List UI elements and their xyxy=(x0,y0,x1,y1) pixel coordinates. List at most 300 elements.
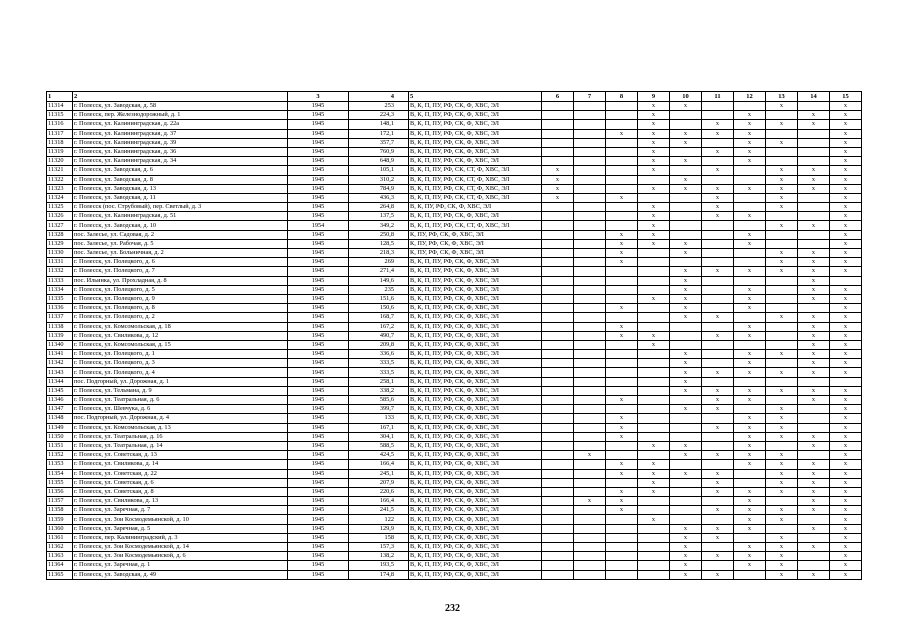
table-cell: г. Полесск, ул. Свиликова, д. 12 xyxy=(73,331,288,340)
table-cell xyxy=(702,175,734,184)
table-cell xyxy=(542,359,574,368)
table-cell: х xyxy=(830,175,862,184)
table-cell: х xyxy=(734,230,766,239)
table-cell: х xyxy=(830,166,862,175)
table-cell: х xyxy=(798,432,830,441)
table-cell xyxy=(670,414,702,423)
table-cell: х xyxy=(766,552,798,561)
table-cell xyxy=(734,166,766,175)
table-cell: 336,6 xyxy=(349,350,409,359)
table-cell: х xyxy=(670,138,702,147)
table-cell xyxy=(574,203,606,212)
table-cell xyxy=(542,102,574,111)
table-cell: 11354 xyxy=(47,469,73,478)
table-cell: пос. Залесье, ул. Садовая, д. 2 xyxy=(73,230,288,239)
table-cell: х xyxy=(734,515,766,524)
table-row xyxy=(47,294,862,303)
table-cell: х xyxy=(638,441,670,450)
table-cell: 11358 xyxy=(47,506,73,515)
table-cell: х xyxy=(638,138,670,147)
table-cell: В, К, П, ПУ, РФ, СК, Ф, ХВС, ЭЛ xyxy=(409,460,542,469)
table-cell xyxy=(574,533,606,542)
table-cell xyxy=(734,469,766,478)
table-cell: г. Полесск, ул. Калининградская, д. 22а xyxy=(73,120,288,129)
table-cell: 209,8 xyxy=(349,340,409,349)
table-row xyxy=(47,432,862,441)
table-cell xyxy=(702,377,734,386)
table-cell: х xyxy=(798,368,830,377)
table-cell: х xyxy=(798,524,830,533)
table-cell: х xyxy=(830,340,862,349)
table-cell: х xyxy=(766,533,798,542)
table-cell xyxy=(702,340,734,349)
table-cell xyxy=(606,570,638,579)
table-cell: х xyxy=(830,386,862,395)
table-cell: х xyxy=(734,451,766,460)
table-cell xyxy=(542,285,574,294)
column-header: 8 xyxy=(606,92,638,102)
table-cell xyxy=(830,276,862,285)
table-cell: 11323 xyxy=(47,184,73,193)
table-cell: 11326 xyxy=(47,212,73,221)
table-cell: х xyxy=(830,423,862,432)
table-cell xyxy=(574,386,606,395)
table-cell: х xyxy=(734,487,766,496)
table-cell: г. Полесск, ул. Театральная, д. 14 xyxy=(73,441,288,450)
table-cell: 11342 xyxy=(47,359,73,368)
table-cell: г. Полесск, ул. Советская, д. 8 xyxy=(73,487,288,496)
table-cell xyxy=(702,432,734,441)
table-cell: х xyxy=(670,304,702,313)
table-cell: х xyxy=(734,396,766,405)
column-header: 4 xyxy=(349,92,409,102)
table-row xyxy=(47,203,862,212)
table-cell: В, К, П, ПУ, РФ, СК, Ф, ХВС, ЭЛ xyxy=(409,423,542,432)
table-cell: х xyxy=(830,414,862,423)
table-cell xyxy=(702,359,734,368)
table-row xyxy=(47,322,862,331)
table-cell: х xyxy=(606,304,638,313)
table-cell: х xyxy=(830,221,862,230)
table-cell: 11327 xyxy=(47,221,73,230)
table-cell xyxy=(734,478,766,487)
table-cell xyxy=(542,111,574,120)
table-cell xyxy=(670,497,702,506)
table-cell: г. Полесск, ул. Заречная, д. 1 xyxy=(73,561,288,570)
table-cell xyxy=(702,239,734,248)
table-cell: В, К, П, ПУ, РФ, СК, Ф, ХВС, ЭЛ xyxy=(409,451,542,460)
table-cell xyxy=(766,129,798,138)
table-cell: х xyxy=(830,230,862,239)
table-cell: х xyxy=(798,111,830,120)
table-cell xyxy=(542,147,574,156)
table-cell: 333,5 xyxy=(349,359,409,368)
table-cell: х xyxy=(702,451,734,460)
table-cell xyxy=(542,561,574,570)
table-cell xyxy=(606,157,638,166)
table-cell: х xyxy=(702,469,734,478)
table-cell xyxy=(606,138,638,147)
table-cell: х xyxy=(830,506,862,515)
table-cell: 168,7 xyxy=(349,313,409,322)
table-cell xyxy=(702,258,734,267)
table-cell: х xyxy=(606,414,638,423)
table-cell: 1945 xyxy=(288,423,349,432)
table-cell xyxy=(702,221,734,230)
table-cell xyxy=(798,377,830,386)
table-cell: 11340 xyxy=(47,340,73,349)
table-cell xyxy=(766,497,798,506)
table-cell xyxy=(670,423,702,432)
table-cell: 172,1 xyxy=(349,129,409,138)
table-cell: В, К, П, ПУ, РФ, СК, Ф, ХВС, ЭЛ xyxy=(409,129,542,138)
table-cell xyxy=(574,368,606,377)
table-cell: х xyxy=(606,432,638,441)
table-cell xyxy=(606,405,638,414)
table-cell: х xyxy=(798,175,830,184)
table-cell: В, К, П, ПУ, РФ, СК, СТ, Ф, ХВС, ЭЛ xyxy=(409,193,542,202)
table-cell: 648,9 xyxy=(349,157,409,166)
table-cell xyxy=(542,129,574,138)
table-cell: х xyxy=(798,294,830,303)
table-cell: х xyxy=(798,267,830,276)
table-cell xyxy=(542,249,574,258)
table-cell: х xyxy=(766,423,798,432)
table-cell xyxy=(574,313,606,322)
table-cell: х xyxy=(606,469,638,478)
table-cell: 11343 xyxy=(47,368,73,377)
table-cell: В, К, П, ПУ, РФ, СК, Ф, ХВС, ЭЛ xyxy=(409,469,542,478)
table-cell: х xyxy=(702,478,734,487)
table-cell: х xyxy=(638,157,670,166)
table-cell xyxy=(798,552,830,561)
table-cell xyxy=(670,203,702,212)
table-cell xyxy=(542,386,574,395)
table-cell: х xyxy=(670,276,702,285)
table-cell xyxy=(766,524,798,533)
table-cell: В, К, П, ПУ, РФ, СК, Ф, ХВС, ЭЛ xyxy=(409,405,542,414)
table-cell: х xyxy=(702,368,734,377)
table-cell: 11338 xyxy=(47,322,73,331)
table-cell: В, К, П, ПУ, РФ, СК, Ф, ХВС, ЭЛ xyxy=(409,368,542,377)
table-cell: х xyxy=(702,533,734,542)
table-row xyxy=(47,276,862,285)
table-row xyxy=(47,460,862,469)
table-cell: х xyxy=(638,129,670,138)
table-cell: 1945 xyxy=(288,203,349,212)
table-cell: 207,9 xyxy=(349,478,409,487)
table-cell: х xyxy=(702,120,734,129)
table-cell xyxy=(702,441,734,450)
table-cell xyxy=(734,570,766,579)
table-cell: г. Полесск, ул. Заводская, д. 8 xyxy=(73,175,288,184)
table-cell: 137,5 xyxy=(349,212,409,221)
table-cell xyxy=(542,267,574,276)
table-cell xyxy=(798,230,830,239)
table-row xyxy=(47,515,862,524)
table-cell: 11325 xyxy=(47,203,73,212)
table-cell: х xyxy=(766,543,798,552)
table-cell xyxy=(606,221,638,230)
table-cell xyxy=(638,552,670,561)
table-cell: х xyxy=(606,239,638,248)
table-cell: пос. Подгорный, ул. Дорожная, д. 1 xyxy=(73,377,288,386)
table-cell xyxy=(574,423,606,432)
column-header: 11 xyxy=(702,92,734,102)
table-row xyxy=(47,120,862,129)
table-cell xyxy=(574,570,606,579)
table-cell: 11356 xyxy=(47,487,73,496)
table-cell: В, К, П, ПУ, РФ, СК, Ф, ХВС, ЭЛ xyxy=(409,147,542,156)
table-cell: х xyxy=(638,166,670,175)
table-cell: х xyxy=(734,212,766,221)
table-cell: х xyxy=(638,515,670,524)
table-cell: В, К, П, ПУ, РФ, СК, Ф, ХВС, ЭЛ xyxy=(409,386,542,395)
table-cell xyxy=(542,120,574,129)
table-cell: х xyxy=(830,129,862,138)
table-cell: г. Полесск, ул. Полецкого, д. 4 xyxy=(73,368,288,377)
register-sheet xyxy=(46,91,862,580)
table-cell: 1945 xyxy=(288,212,349,221)
table-cell: х xyxy=(638,294,670,303)
table-row xyxy=(47,258,862,267)
table-cell xyxy=(766,359,798,368)
table-cell: 1945 xyxy=(288,441,349,450)
table-row xyxy=(47,129,862,138)
table-cell: В, К, П, ПУ, РФ, СК, Ф, ХВС, ЭЛ xyxy=(409,157,542,166)
table-cell xyxy=(702,294,734,303)
table-cell xyxy=(766,111,798,120)
table-cell: 193,5 xyxy=(349,561,409,570)
table-cell xyxy=(734,249,766,258)
table-cell xyxy=(542,304,574,313)
table-cell: 128,5 xyxy=(349,239,409,248)
table-cell xyxy=(798,405,830,414)
table-body xyxy=(47,92,862,580)
table-cell: 1945 xyxy=(288,414,349,423)
table-cell xyxy=(542,377,574,386)
table-cell: х xyxy=(830,322,862,331)
table-cell xyxy=(766,239,798,248)
table-cell xyxy=(702,322,734,331)
table-cell: х xyxy=(798,506,830,515)
table-cell: х xyxy=(798,478,830,487)
table-cell: х xyxy=(830,359,862,368)
table-cell: 1945 xyxy=(288,386,349,395)
table-cell: пос. Залесье, ул. Рабочая, д. 5 xyxy=(73,239,288,248)
table-cell: х xyxy=(798,258,830,267)
table-cell: г. Полесск, ул. Заречная, д. 7 xyxy=(73,506,288,515)
table-cell: х xyxy=(670,359,702,368)
table-cell: х xyxy=(766,193,798,202)
table-cell xyxy=(574,552,606,561)
table-cell: В, К, П, ПУ, РФ, СК, СТ, Ф, ХВС, ЭЛ xyxy=(409,166,542,175)
table-cell xyxy=(798,157,830,166)
table-cell: х xyxy=(638,487,670,496)
table-cell: х xyxy=(606,487,638,496)
table-cell xyxy=(606,111,638,120)
table-cell: В, К, П, ПУ, РФ, СК, Ф, ХВС, ЭЛ xyxy=(409,506,542,515)
table-cell: х xyxy=(798,441,830,450)
table-cell xyxy=(798,129,830,138)
table-cell: х xyxy=(638,120,670,129)
table-cell: 11319 xyxy=(47,147,73,156)
table-cell: 11364 xyxy=(47,561,73,570)
table-row xyxy=(47,267,862,276)
table-cell xyxy=(542,487,574,496)
table-cell: 1945 xyxy=(288,359,349,368)
table-cell: х xyxy=(830,147,862,156)
table-cell: 271,4 xyxy=(349,267,409,276)
table-cell: В, К, П, ПУ, РФ, СК, Ф, ХВС, ЭЛ xyxy=(409,322,542,331)
table-cell xyxy=(766,230,798,239)
table-cell xyxy=(606,276,638,285)
table-row xyxy=(47,340,862,349)
table-cell: х xyxy=(798,359,830,368)
table-cell: х xyxy=(766,405,798,414)
column-header: 3 xyxy=(288,92,349,102)
table-cell xyxy=(798,138,830,147)
table-cell: 1945 xyxy=(288,184,349,193)
table-cell: х xyxy=(702,212,734,221)
table-cell: х xyxy=(702,405,734,414)
table-row xyxy=(47,368,862,377)
table-row xyxy=(47,552,862,561)
table-cell xyxy=(670,258,702,267)
table-cell: х xyxy=(670,239,702,248)
table-cell: 1945 xyxy=(288,487,349,496)
table-cell: 1945 xyxy=(288,405,349,414)
table-cell: х xyxy=(702,147,734,156)
table-cell: х xyxy=(638,340,670,349)
table-cell xyxy=(574,478,606,487)
table-cell: х xyxy=(734,414,766,423)
table-cell xyxy=(542,515,574,524)
column-header: 7 xyxy=(574,92,606,102)
table-cell: 1945 xyxy=(288,331,349,340)
table-cell: 11321 xyxy=(47,166,73,175)
table-cell: х xyxy=(638,184,670,193)
table-cell xyxy=(606,313,638,322)
table-cell: 585,6 xyxy=(349,396,409,405)
table-cell: х xyxy=(734,497,766,506)
table-cell xyxy=(798,147,830,156)
table-cell xyxy=(638,423,670,432)
table-cell: В, К, П, ПУ, РФ, СК, Ф, ХВС, ЭЛ xyxy=(409,524,542,533)
table-cell: г. Полесск, ул. Калининградская, д. 51 xyxy=(73,212,288,221)
table-cell: х xyxy=(830,561,862,570)
table-cell: х xyxy=(702,184,734,193)
table-cell xyxy=(542,350,574,359)
table-cell: г. Полесск, ул. Полецкого, д. 8 xyxy=(73,304,288,313)
table-cell: 11351 xyxy=(47,441,73,450)
table-cell: В, К, П, ПУ, РФ, СК, Ф, ХВС, ЭЛ xyxy=(409,414,542,423)
table-cell xyxy=(542,157,574,166)
table-cell xyxy=(542,414,574,423)
table-cell: 11361 xyxy=(47,533,73,542)
table-row xyxy=(47,405,862,414)
table-cell: х xyxy=(734,460,766,469)
table-cell: В, К, П, ПУ, РФ, СК, Ф, ХВС, ЭЛ xyxy=(409,138,542,147)
table-cell: 269 xyxy=(349,258,409,267)
column-header: 5 xyxy=(409,92,542,102)
table-cell: 253 xyxy=(349,102,409,111)
table-cell xyxy=(638,570,670,579)
table-cell: х xyxy=(702,166,734,175)
table-cell: 11347 xyxy=(47,405,73,414)
table-cell xyxy=(574,524,606,533)
table-cell: х xyxy=(766,386,798,395)
table-cell xyxy=(702,230,734,239)
table-cell: г. Полесск, ул. Полецкого, д. 6 xyxy=(73,258,288,267)
table-cell: х xyxy=(830,396,862,405)
table-cell: х xyxy=(766,120,798,129)
table-cell xyxy=(574,350,606,359)
table-cell: х xyxy=(702,129,734,138)
table-cell xyxy=(734,203,766,212)
table-cell: 11332 xyxy=(47,267,73,276)
table-cell: х xyxy=(798,276,830,285)
table-cell xyxy=(574,396,606,405)
table-cell xyxy=(766,322,798,331)
table-cell: г. Полесск, ул. Зои Космодемьянской, д. 14 xyxy=(73,543,288,552)
table-cell xyxy=(798,414,830,423)
table-cell xyxy=(766,285,798,294)
table-cell: 11315 xyxy=(47,111,73,120)
table-cell: х xyxy=(702,524,734,533)
table-cell: В, К, П, ПУ, РФ, СК, Ф, ХВС, ЭЛ xyxy=(409,543,542,552)
table-cell xyxy=(798,561,830,570)
table-row xyxy=(47,386,862,395)
table-cell: х xyxy=(766,561,798,570)
table-cell: х xyxy=(734,129,766,138)
table-cell: х xyxy=(798,340,830,349)
table-cell: 1945 xyxy=(288,322,349,331)
table-cell: 166,4 xyxy=(349,497,409,506)
table-cell: В, К, П, ПУ, РФ, СК, Ф, ХВС, ЭЛ xyxy=(409,313,542,322)
table-cell xyxy=(542,432,574,441)
table-cell: х xyxy=(830,258,862,267)
table-cell xyxy=(574,322,606,331)
table-cell: г. Полесск, ул. Заводская, д. 13 xyxy=(73,184,288,193)
table-cell xyxy=(574,331,606,340)
table-cell: В, К, П, ПУ, РФ, СК, СТ, Ф, ХВС, ЭЛ xyxy=(409,175,542,184)
table-cell: х xyxy=(798,386,830,395)
table-cell: х xyxy=(766,478,798,487)
table-cell: х xyxy=(670,561,702,570)
table-cell xyxy=(702,350,734,359)
table-cell xyxy=(638,193,670,202)
table-row xyxy=(47,570,862,579)
table-cell: 11333 xyxy=(47,276,73,285)
table-cell: К, ПУ, РФ, СК, Ф, ХВС, ЭЛ xyxy=(409,230,542,239)
table-cell: х xyxy=(830,120,862,129)
table-cell xyxy=(638,175,670,184)
table-cell: х xyxy=(734,111,766,120)
table-cell: 11330 xyxy=(47,249,73,258)
table-cell: х xyxy=(766,432,798,441)
table-cell xyxy=(574,212,606,221)
table-cell: х xyxy=(542,184,574,193)
table-cell: х xyxy=(670,285,702,294)
table-cell xyxy=(798,203,830,212)
table-cell: 304,1 xyxy=(349,432,409,441)
table-cell: х xyxy=(734,552,766,561)
table-cell xyxy=(574,111,606,120)
table-cell: 1945 xyxy=(288,340,349,349)
table-cell: х xyxy=(830,184,862,193)
table-cell: х xyxy=(670,313,702,322)
